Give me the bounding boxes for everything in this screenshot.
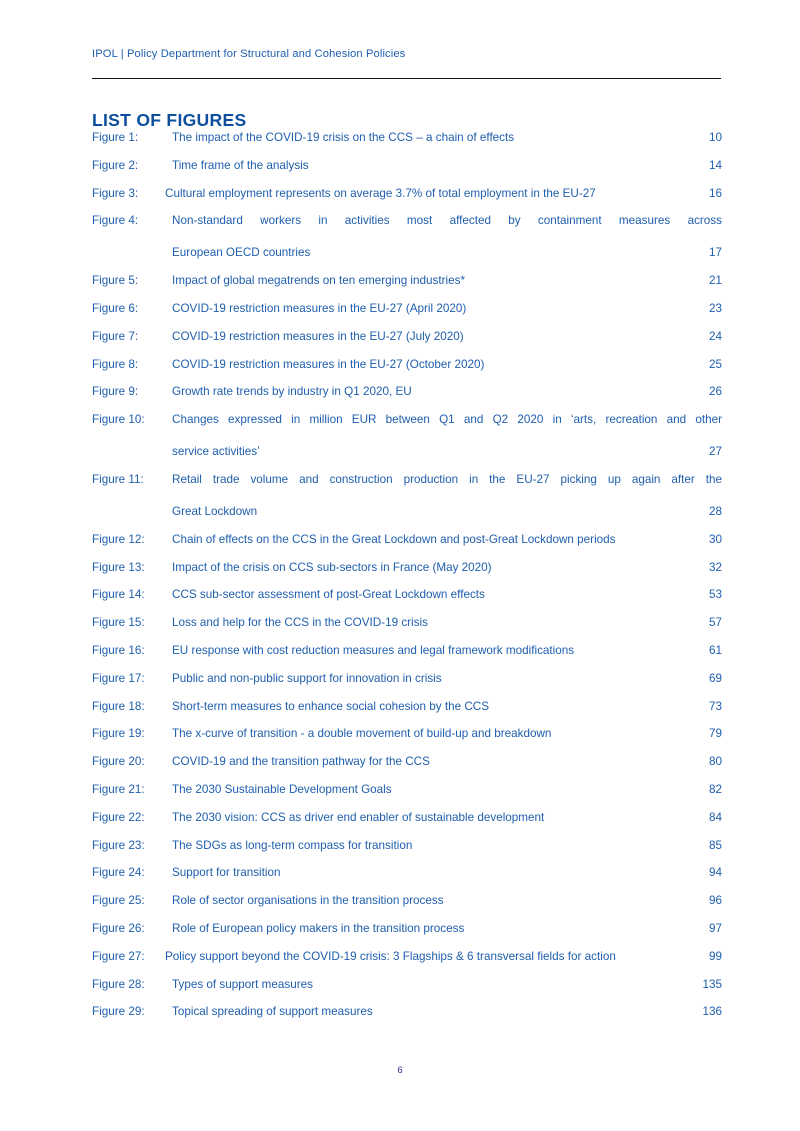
figure-entry-label: Figure 15: bbox=[92, 616, 145, 630]
figure-entry-label: Figure 12: bbox=[92, 532, 145, 546]
figure-entry-page-number: 14 bbox=[708, 158, 722, 172]
figure-entry-label: Figure 24: bbox=[92, 866, 145, 880]
figure-entry-last-line bbox=[172, 504, 722, 520]
figure-entry-body bbox=[165, 186, 722, 202]
figure-entry-title: Loss and help for the CCS in the COVID-19 crisis bbox=[172, 616, 428, 630]
figure-entry-label: Figure 6: bbox=[92, 301, 139, 315]
figure-entry-body bbox=[172, 865, 722, 881]
figure-entry-label: Figure 28: bbox=[92, 977, 145, 991]
figure-entry-title: COVID-19 restriction measures in the EU-27 (April 2020) bbox=[172, 301, 467, 315]
figure-entry[interactable] bbox=[92, 1004, 722, 1020]
figure-entry-body bbox=[172, 977, 722, 993]
figure-entry[interactable] bbox=[92, 754, 722, 770]
figure-entry-title-continued: Great Lockdown bbox=[172, 504, 258, 518]
figure-entry-label: Figure 5: bbox=[92, 274, 139, 288]
figure-entry-title: Chain of effects on the CCS in the Great Lockdown and post-Great Lockdown periods bbox=[172, 532, 616, 546]
figure-entry-page-number: 24 bbox=[708, 329, 722, 343]
page-number: 6 bbox=[397, 1065, 403, 1076]
list-of-figures bbox=[92, 130, 722, 1032]
figure-entry-title: COVID-19 restriction measures in the EU-27 (July 2020) bbox=[172, 329, 464, 343]
figure-entry-label: Figure 23: bbox=[92, 838, 145, 852]
figure-entry-body bbox=[172, 412, 722, 460]
header-divider-rule bbox=[92, 78, 721, 79]
figure-entry-title: Role of sector organisations in the transition process bbox=[172, 894, 444, 908]
figure-entry-body bbox=[172, 726, 722, 742]
figure-entry-page-number: 61 bbox=[708, 643, 722, 657]
figure-entry-page-number: 27 bbox=[708, 445, 722, 459]
figure-entry[interactable] bbox=[92, 643, 722, 659]
figure-entry-body bbox=[172, 782, 722, 798]
figure-entry-last-line bbox=[172, 245, 722, 261]
figure-entry-page-number: 17 bbox=[708, 246, 722, 260]
figure-entry-label: Figure 7: bbox=[92, 329, 139, 343]
figure-entry-label: Figure 4: bbox=[92, 214, 139, 228]
figure-entry[interactable] bbox=[92, 838, 722, 854]
running-header bbox=[92, 47, 721, 61]
figure-entry-body bbox=[172, 810, 722, 826]
figure-entry-page-number: 79 bbox=[708, 727, 722, 741]
figure-entry-title: Changes expressed in million EUR between Q1 and Q2 2020 in ‘arts, recreation and other bbox=[172, 413, 722, 427]
figure-entry-label: Figure 26: bbox=[92, 921, 145, 935]
figure-entry-body bbox=[172, 615, 722, 631]
figure-entry[interactable] bbox=[92, 532, 722, 548]
figure-entry-label: Figure 1: bbox=[92, 131, 139, 144]
figure-entry[interactable] bbox=[92, 186, 722, 202]
figure-entry-label: Figure 22: bbox=[92, 810, 145, 824]
figure-entry-body bbox=[172, 357, 722, 373]
figure-entry-body bbox=[172, 643, 722, 659]
figure-entry[interactable] bbox=[92, 412, 722, 460]
figure-entry-page-number: 23 bbox=[708, 301, 722, 315]
figure-entry[interactable] bbox=[92, 782, 722, 798]
figure-entry-title: Role of European policy makers in the transition process bbox=[172, 921, 465, 935]
figure-entry[interactable] bbox=[92, 893, 722, 909]
figure-entry-body bbox=[172, 213, 722, 261]
figure-entry-body bbox=[172, 1004, 722, 1020]
figure-entry-page-number: 10 bbox=[708, 131, 722, 144]
figure-entry-body bbox=[172, 158, 722, 174]
figure-entry-page-number: 28 bbox=[708, 504, 722, 518]
figure-entry[interactable] bbox=[92, 726, 722, 742]
figure-entry-label: Figure 8: bbox=[92, 357, 139, 371]
figure-entry-body bbox=[172, 301, 722, 317]
figure-entry-page-number: 85 bbox=[708, 838, 722, 852]
figure-entry[interactable] bbox=[92, 560, 722, 576]
figure-entry[interactable] bbox=[92, 921, 722, 937]
figure-entry-title: The impact of the COVID-19 crisis on the CCS – a chain of effects bbox=[172, 131, 515, 144]
figure-entry[interactable] bbox=[92, 273, 722, 289]
figure-entry-body bbox=[172, 329, 722, 345]
figure-entry-page-number: 82 bbox=[708, 782, 722, 796]
page-footer bbox=[0, 1065, 800, 1077]
figure-entry-label: Figure 16: bbox=[92, 643, 145, 657]
figure-entry-page-number: 69 bbox=[708, 671, 722, 685]
figure-entry-label: Figure 18: bbox=[92, 699, 145, 713]
figure-entry-page-number: 80 bbox=[708, 755, 722, 769]
figure-entry-label: Figure 11: bbox=[92, 472, 144, 486]
figure-entry-label: Figure 27: bbox=[92, 949, 145, 963]
figure-entry-page-number: 135 bbox=[702, 977, 722, 991]
figure-entry[interactable] bbox=[92, 699, 722, 715]
figure-entry-title: Topical spreading of support measures bbox=[172, 1005, 373, 1019]
figure-entry[interactable] bbox=[92, 865, 722, 881]
figure-entry[interactable] bbox=[92, 213, 722, 261]
figure-entry-body bbox=[172, 532, 722, 548]
figure-entry-body bbox=[172, 130, 722, 146]
figure-entry[interactable] bbox=[92, 810, 722, 826]
figure-entry-body bbox=[165, 949, 722, 965]
figure-entry[interactable] bbox=[92, 130, 722, 146]
figure-entry-title: CCS sub-sector assessment of post-Great Lockdown effects bbox=[172, 588, 485, 602]
figure-entry-page-number: 57 bbox=[708, 616, 722, 630]
figure-entry-page-number: 73 bbox=[708, 699, 722, 713]
figure-entry-label: Figure 9: bbox=[92, 385, 139, 399]
figure-entry[interactable] bbox=[92, 671, 722, 687]
figure-entry-page-number: 97 bbox=[708, 921, 722, 935]
figure-entry-body bbox=[172, 754, 722, 770]
figure-entry-label: Figure 20: bbox=[92, 755, 145, 769]
figure-entry-page-number: 16 bbox=[708, 186, 722, 200]
figure-entry-title: COVID-19 and the transition pathway for the CCS bbox=[172, 755, 430, 769]
figure-entry-body bbox=[172, 560, 722, 576]
figure-entry-page-number: 84 bbox=[708, 810, 722, 824]
figure-entry-page-number: 21 bbox=[708, 274, 722, 288]
figure-entry-page-number: 32 bbox=[708, 560, 722, 574]
figure-entry[interactable] bbox=[92, 301, 722, 317]
figure-entry-title: The x-curve of transition - a double movement of build-up and breakdown bbox=[172, 727, 552, 741]
figure-entry[interactable] bbox=[92, 587, 722, 603]
figure-entry-title-continued: service activities’ bbox=[172, 445, 260, 459]
figure-entry-page-number: 53 bbox=[708, 588, 722, 602]
figure-entry-title: COVID-19 restriction measures in the EU-27 (October 2020) bbox=[172, 357, 485, 371]
figure-entry-title: Time frame of the analysis bbox=[172, 158, 309, 172]
figure-entry-body bbox=[172, 921, 722, 937]
figure-entry[interactable] bbox=[92, 949, 722, 965]
figure-entry-title: EU response with cost reduction measures and legal framework modifications bbox=[172, 643, 575, 657]
figure-entry-last-line bbox=[172, 444, 722, 460]
figure-entry-title: Policy support beyond the COVID-19 crisis: 3 Flagships & 6 transversal fields for action bbox=[165, 949, 616, 963]
figure-entry-body bbox=[172, 587, 722, 603]
figure-entry-body bbox=[172, 671, 722, 687]
figure-entry-page-number: 99 bbox=[708, 949, 722, 963]
figure-entry[interactable] bbox=[92, 615, 722, 631]
figure-entry-page-number: 94 bbox=[708, 866, 722, 880]
figure-entry-label: Figure 3: bbox=[92, 186, 139, 200]
figure-entry-title: Types of support measures bbox=[172, 977, 313, 991]
figure-entry[interactable] bbox=[92, 329, 722, 345]
figure-entry-body bbox=[172, 384, 722, 400]
figure-entry-label: Figure 19: bbox=[92, 727, 145, 741]
figure-entry-title: The 2030 Sustainable Development Goals bbox=[172, 782, 392, 796]
figure-entry[interactable] bbox=[92, 977, 722, 993]
figure-entry-title: The 2030 vision: CCS as driver end enabler of sustainable development bbox=[172, 810, 545, 824]
figure-entry-body bbox=[172, 838, 722, 854]
figure-entry-label: Figure 2: bbox=[92, 158, 139, 172]
figure-entry-page-number: 26 bbox=[708, 385, 722, 399]
figure-entry-title: Support for transition bbox=[172, 866, 281, 880]
page-title: LIST OF FIGURES bbox=[92, 109, 247, 130]
figure-entry-title: Impact of the crisis on CCS sub-sectors in France (May 2020) bbox=[172, 560, 492, 574]
figure-entry-body bbox=[172, 699, 722, 715]
figure-entry[interactable] bbox=[92, 472, 722, 520]
figure-entry-label: Figure 13: bbox=[92, 560, 145, 574]
figure-entry[interactable] bbox=[92, 158, 722, 174]
figure-entry-title: Retail trade volume and construction production in the EU-27 picking up again after the bbox=[172, 472, 722, 486]
figure-entry-label: Figure 29: bbox=[92, 1005, 145, 1019]
figure-entry-title: Public and non-public support for innovation in crisis bbox=[172, 671, 442, 685]
figure-entry-title-continued: European OECD countries bbox=[172, 246, 311, 260]
figure-entry-page-number: 136 bbox=[702, 1005, 722, 1019]
figure-entry[interactable] bbox=[92, 384, 722, 400]
figure-entry[interactable] bbox=[92, 357, 722, 373]
figure-entry-title: Non-standard workers in activities most affected by containment measures across bbox=[172, 214, 722, 228]
figure-entry-title: Cultural employment represents on average 3.7% of total employment in the EU-27 bbox=[165, 186, 596, 200]
figure-entry-title: Growth rate trends by industry in Q1 2020, EU bbox=[172, 385, 412, 399]
figure-entry-page-number: 25 bbox=[708, 357, 722, 371]
figure-entry-title: Short-term measures to enhance social cohesion by the CCS bbox=[172, 699, 490, 713]
figure-entry-label: Figure 14: bbox=[92, 588, 145, 602]
figure-entry-title: Impact of global megatrends on ten emerging industries* bbox=[172, 274, 466, 288]
figure-entry-label: Figure 17: bbox=[92, 671, 145, 685]
figure-entry-body bbox=[172, 893, 722, 909]
figure-entry-title: The SDGs as long-term compass for transition bbox=[172, 838, 413, 852]
figure-entry-body bbox=[172, 472, 722, 520]
figure-entry-page-number: 30 bbox=[708, 532, 722, 546]
figure-entry-label: Figure 21: bbox=[92, 782, 145, 796]
figure-entry-label: Figure 25: bbox=[92, 894, 145, 908]
figure-entry-body bbox=[172, 273, 722, 289]
figure-entry-label: Figure 10: bbox=[92, 413, 145, 427]
running-header-text: IPOL | Policy Department for Structural and Cohesion Policies bbox=[92, 48, 406, 60]
figure-entry-page-number: 96 bbox=[708, 894, 722, 908]
